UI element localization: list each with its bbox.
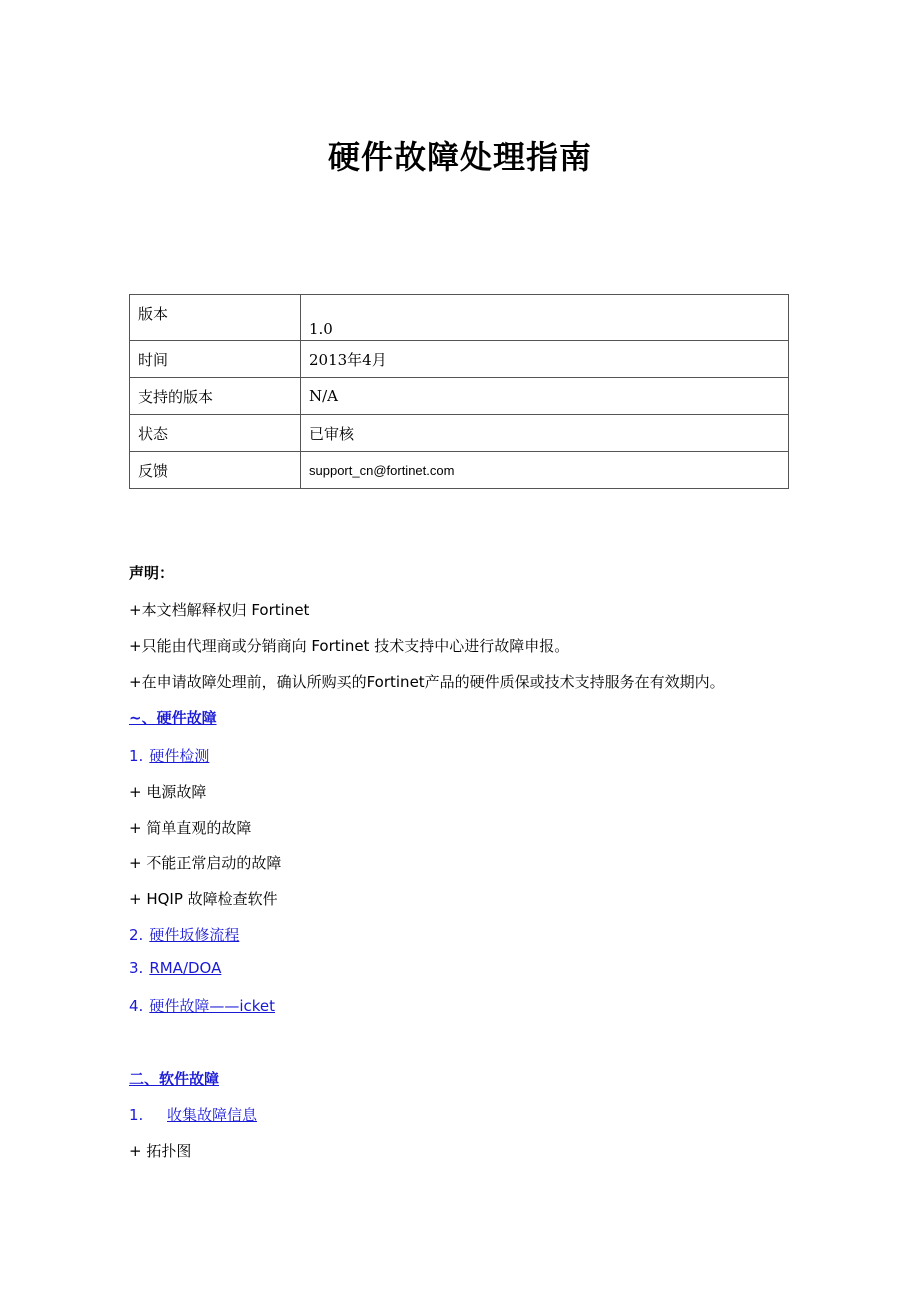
info-table <box>129 294 789 489</box>
list-item: + HQIP 故障检查软件 <box>129 890 278 908</box>
toc-rma-doa-link[interactable] <box>129 959 221 977</box>
table-row <box>130 341 789 378</box>
table-row <box>130 452 789 489</box>
version-value: 1.0 <box>301 295 789 341</box>
toc-repair-process-link[interactable] <box>129 924 239 945</box>
toc-number: 4. <box>129 997 144 1015</box>
toc-text: 硬件坂修流程 <box>149 926 240 944</box>
statement-heading: 声明： <box>129 564 175 582</box>
toc-text: 硬件故障——icket <box>149 997 275 1015</box>
toc-text: RMA/DOA <box>149 959 222 977</box>
toc-text: 收集故障信息 <box>167 1106 258 1124</box>
toc-ticket-link[interactable] <box>129 995 275 1016</box>
list-item: + 不能正常启动的故障 <box>129 854 282 872</box>
statement-item: +只能由代理商或分销商向 Fortinet 技术支持中心进行故障申报。 <box>129 637 570 655</box>
version-label: 版本 <box>130 295 301 341</box>
toc-collect-info-link[interactable] <box>129 1104 257 1125</box>
document-title: 硬件故障处理指南 <box>327 138 592 176</box>
list-item: + 电源故障 <box>129 783 207 801</box>
toc-number: 3. <box>129 959 144 977</box>
toc-number: 1. <box>129 747 144 765</box>
section-hardware-link[interactable]: ~、硬件故障 <box>129 709 217 727</box>
table-row <box>130 415 789 452</box>
table-row <box>130 295 789 341</box>
table-row <box>130 378 789 415</box>
status-label: 状态 <box>130 415 301 452</box>
section-software-link[interactable]: 二、软件故障 <box>129 1070 220 1088</box>
supported-version-label: 支持的版本 <box>130 378 301 415</box>
date-value: 2013年4月 <box>301 341 789 378</box>
toc-text: 硬件检测 <box>149 747 210 765</box>
supported-version-value: N/A <box>301 378 789 415</box>
date-label: 时间 <box>130 341 301 378</box>
statement-item: +在申请故障处理前，确认所购买的Fortinet产品的硬件质保或技术支持服务在有效期内。 <box>129 673 725 691</box>
statement-item: +本文档解释权归 Fortinet <box>129 601 310 619</box>
toc-hardware-detection-link[interactable] <box>129 745 209 766</box>
status-value: 已审核 <box>301 415 789 452</box>
feedback-email[interactable]: support_cn@fortinet.com <box>301 452 789 489</box>
feedback-label: 反馈 <box>130 452 301 489</box>
toc-number: 1. <box>129 1106 144 1124</box>
list-item: + 拓扑图 <box>129 1142 192 1160</box>
list-item: + 简单直观的故障 <box>129 819 252 837</box>
toc-number: 2. <box>129 926 144 944</box>
